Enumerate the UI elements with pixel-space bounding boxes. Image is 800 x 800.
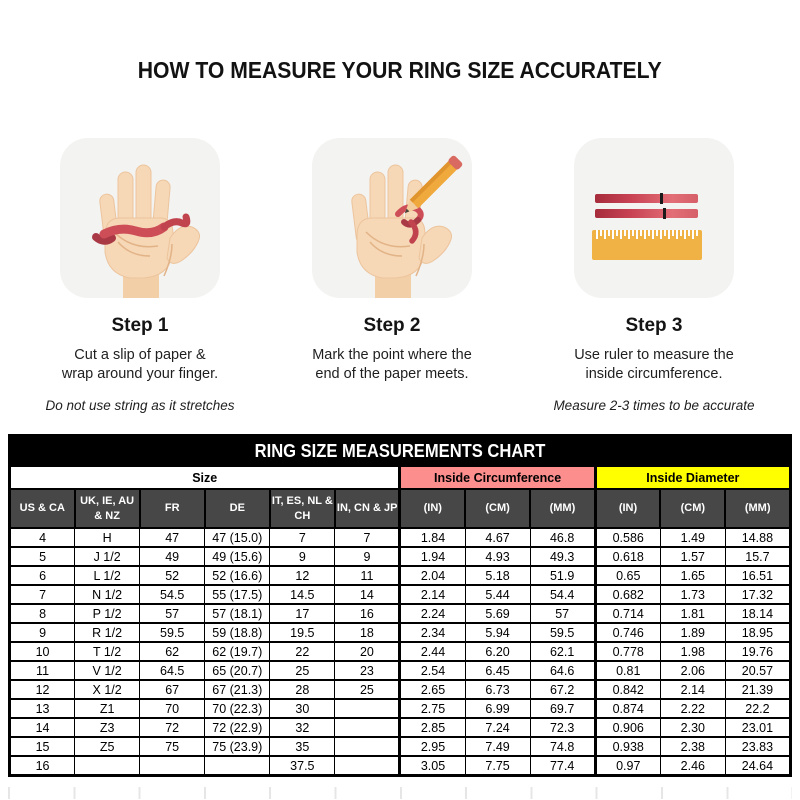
table-cell: 72 (22.9) bbox=[205, 718, 270, 737]
table-cell: J 1/2 bbox=[75, 547, 140, 566]
step-1-desc-line-1: Cut a slip of paper & bbox=[74, 347, 206, 363]
table-cell: 19.76 bbox=[725, 642, 790, 661]
table-cell: 2.85 bbox=[400, 718, 465, 737]
table-cell bbox=[205, 756, 270, 776]
steps-row bbox=[0, 138, 800, 430]
table-cell: 64.6 bbox=[530, 661, 595, 680]
table-row bbox=[10, 737, 791, 756]
table-cell: 2.14 bbox=[400, 585, 465, 604]
table-cell: 1.49 bbox=[660, 528, 725, 547]
table-cell: 35 bbox=[270, 737, 335, 756]
table-cell: 19.5 bbox=[270, 623, 335, 642]
table-cell: 14 bbox=[335, 585, 400, 604]
table-cell: 67.2 bbox=[530, 680, 595, 699]
table-cell: 2.46 bbox=[660, 756, 725, 776]
table-cell: Z5 bbox=[75, 737, 140, 756]
table-cell: 2.06 bbox=[660, 661, 725, 680]
table-cell: 0.746 bbox=[595, 623, 660, 642]
table-cell: 6.99 bbox=[465, 699, 530, 718]
table-cell: 7 bbox=[270, 528, 335, 547]
table-cell: 1.73 bbox=[660, 585, 725, 604]
table-group-header-row bbox=[10, 466, 791, 489]
table-cell: 23.01 bbox=[725, 718, 790, 737]
table-row bbox=[10, 547, 791, 566]
step-1-illustration-card bbox=[60, 138, 220, 298]
table-cell: 7 bbox=[335, 528, 400, 547]
table-cell: 49.3 bbox=[530, 547, 595, 566]
size-group-header: Size bbox=[10, 466, 400, 489]
table-cell: R 1/2 bbox=[75, 623, 140, 642]
table-cell: 72 bbox=[140, 718, 205, 737]
page-title-text: HOW TO MEASURE YOUR RING SIZE ACCURATELY bbox=[138, 57, 662, 83]
table-cell: 9 bbox=[270, 547, 335, 566]
table-cell: Z1 bbox=[75, 699, 140, 718]
table-cell: 2.04 bbox=[400, 566, 465, 585]
table-cell: 2.30 bbox=[660, 718, 725, 737]
column-header-circumference-cm: (CM) bbox=[465, 489, 530, 528]
table-title bbox=[10, 436, 791, 467]
column-header-de: DE bbox=[205, 489, 270, 528]
table-cell: 49 (15.6) bbox=[205, 547, 270, 566]
table-cell: 54.4 bbox=[530, 585, 595, 604]
table-cell: 59.5 bbox=[530, 623, 595, 642]
table-cell: 20.57 bbox=[725, 661, 790, 680]
hand-with-paper-strip-icon bbox=[60, 138, 220, 298]
column-header-fr: FR bbox=[140, 489, 205, 528]
column-header-it-es-nl-ch: IT, ES, NL & CH bbox=[270, 489, 335, 528]
table-cell: 1.65 bbox=[660, 566, 725, 585]
table-cell: 22.2 bbox=[725, 699, 790, 718]
table-cell: 16.51 bbox=[725, 566, 790, 585]
step-2-desc-line-1: Mark the point where the bbox=[312, 347, 472, 363]
table-cell: 70 bbox=[140, 699, 205, 718]
step-2-description bbox=[268, 346, 516, 384]
table-row bbox=[10, 528, 791, 547]
table-cell: 77.4 bbox=[530, 756, 595, 776]
table-cell bbox=[335, 756, 400, 776]
column-header-us-ca: US & CA bbox=[10, 489, 75, 528]
table-cell: 0.714 bbox=[595, 604, 660, 623]
table-cell: 23.83 bbox=[725, 737, 790, 756]
table-cell: 32 bbox=[270, 718, 335, 737]
table-cell: 49 bbox=[140, 547, 205, 566]
table-cell: 0.682 bbox=[595, 585, 660, 604]
table-cell: 5.69 bbox=[465, 604, 530, 623]
table-cell bbox=[335, 718, 400, 737]
table-cell bbox=[75, 756, 140, 776]
step-column-3 bbox=[530, 138, 778, 414]
table-cell: 30 bbox=[270, 699, 335, 718]
step-3-note: Measure 2-3 times to be accurate bbox=[553, 398, 755, 413]
table-cell: P 1/2 bbox=[75, 604, 140, 623]
table-cell: 62 (19.7) bbox=[205, 642, 270, 661]
table-cell: 51.9 bbox=[530, 566, 595, 585]
table-cell: 67 bbox=[140, 680, 205, 699]
table-row bbox=[10, 699, 791, 718]
table-cell: 52 (16.6) bbox=[205, 566, 270, 585]
table-cell: 7.49 bbox=[465, 737, 530, 756]
ring-size-table bbox=[8, 434, 792, 777]
table-cell: 2.95 bbox=[400, 737, 465, 756]
table-cell: 62 bbox=[140, 642, 205, 661]
step-1-desc-line-2: wrap around your finger. bbox=[61, 366, 219, 382]
table-cell: 70 (22.3) bbox=[205, 699, 270, 718]
table-cell: 12 bbox=[10, 680, 75, 699]
table-row bbox=[10, 623, 791, 642]
table-cell: 0.586 bbox=[595, 528, 660, 547]
table-cell: 46.8 bbox=[530, 528, 595, 547]
table-title-row bbox=[10, 436, 791, 467]
table-cell: 25 bbox=[335, 680, 400, 699]
table-cell: 7 bbox=[10, 585, 75, 604]
table-cell: V 1/2 bbox=[75, 661, 140, 680]
cutoff-row-artifact bbox=[8, 787, 792, 799]
table-cell: 5.44 bbox=[465, 585, 530, 604]
table-cell: 17.32 bbox=[725, 585, 790, 604]
table-cell: 2.65 bbox=[400, 680, 465, 699]
column-header-circumference-in: (IN) bbox=[400, 489, 465, 528]
table-cell: 55 (17.5) bbox=[205, 585, 270, 604]
table-cell: 18.95 bbox=[725, 623, 790, 642]
table-cell: 5.18 bbox=[465, 566, 530, 585]
table-cell: 4.67 bbox=[465, 528, 530, 547]
table-cell: 2.14 bbox=[660, 680, 725, 699]
inside-diameter-group-header: Inside Diameter bbox=[595, 466, 790, 489]
table-cell: 0.778 bbox=[595, 642, 660, 661]
step-column-1 bbox=[16, 138, 264, 414]
column-header-in-cn-jp: IN, CN & JP bbox=[335, 489, 400, 528]
table-cell: 2.75 bbox=[400, 699, 465, 718]
table-cell: 15 bbox=[10, 737, 75, 756]
table-cell: 74.8 bbox=[530, 737, 595, 756]
step-2-illustration-card bbox=[312, 138, 472, 298]
table-cell: 11 bbox=[335, 566, 400, 585]
table-cell: 12 bbox=[270, 566, 335, 585]
table-row bbox=[10, 585, 791, 604]
table-cell: 1.81 bbox=[660, 604, 725, 623]
step-2-desc-line-2: end of the paper meets. bbox=[315, 366, 469, 382]
table-cell: 6.73 bbox=[465, 680, 530, 699]
table-cell: 21.39 bbox=[725, 680, 790, 699]
table-cell: Z3 bbox=[75, 718, 140, 737]
step-3-title: Step 3 bbox=[625, 315, 683, 336]
table-cell: 17 bbox=[270, 604, 335, 623]
step-1-title: Step 1 bbox=[111, 315, 169, 336]
table-cell: 0.842 bbox=[595, 680, 660, 699]
ruler-measure-icon bbox=[574, 138, 734, 298]
table-cell: 4.93 bbox=[465, 547, 530, 566]
page-title bbox=[0, 57, 800, 84]
table-cell: T 1/2 bbox=[75, 642, 140, 661]
step-3-desc-line-2: inside circumference. bbox=[585, 366, 723, 382]
table-cell: 0.938 bbox=[595, 737, 660, 756]
table-cell bbox=[140, 756, 205, 776]
step-3-illustration-card bbox=[574, 138, 734, 298]
table-cell: 2.34 bbox=[400, 623, 465, 642]
table-cell: 57 (18.1) bbox=[205, 604, 270, 623]
step-2-note bbox=[268, 398, 516, 414]
table-cell: 72.3 bbox=[530, 718, 595, 737]
table-cell: 5 bbox=[10, 547, 75, 566]
table-cell: 28 bbox=[270, 680, 335, 699]
table-cell: 14.88 bbox=[725, 528, 790, 547]
table-cell: 75 bbox=[140, 737, 205, 756]
table-row bbox=[10, 604, 791, 623]
table-cell: 1.57 bbox=[660, 547, 725, 566]
table-cell: 57 bbox=[530, 604, 595, 623]
table-row bbox=[10, 642, 791, 661]
table-cell: 25 bbox=[270, 661, 335, 680]
table-cell: L 1/2 bbox=[75, 566, 140, 585]
table-cell: 0.906 bbox=[595, 718, 660, 737]
table-cell: 9 bbox=[335, 547, 400, 566]
table-cell: 1.94 bbox=[400, 547, 465, 566]
table-cell: 57 bbox=[140, 604, 205, 623]
table-cell: 59.5 bbox=[140, 623, 205, 642]
table-cell: 13 bbox=[10, 699, 75, 718]
table-cell: 8 bbox=[10, 604, 75, 623]
table-cell: 6 bbox=[10, 566, 75, 585]
table-cell: 1.84 bbox=[400, 528, 465, 547]
column-header-diameter-in: (IN) bbox=[595, 489, 660, 528]
step-2-title: Step 2 bbox=[363, 315, 421, 336]
table-cell: 64.5 bbox=[140, 661, 205, 680]
step-1-note: Do not use string as it stretches bbox=[45, 398, 235, 413]
table-cell: 47 (15.0) bbox=[205, 528, 270, 547]
column-header-diameter-mm: (MM) bbox=[725, 489, 790, 528]
step-column-2 bbox=[268, 138, 516, 414]
table-cell: 59 (18.8) bbox=[205, 623, 270, 642]
column-header-diameter-cm: (CM) bbox=[660, 489, 725, 528]
table-cell: 11 bbox=[10, 661, 75, 680]
table-cell: 2.22 bbox=[660, 699, 725, 718]
step-1-description bbox=[16, 346, 264, 384]
table-cell: 0.65 bbox=[595, 566, 660, 585]
table-cell: 37.5 bbox=[270, 756, 335, 776]
table-row bbox=[10, 566, 791, 585]
table-cell: 1.98 bbox=[660, 642, 725, 661]
table-cell: 67 (21.3) bbox=[205, 680, 270, 699]
table-cell: 10 bbox=[10, 642, 75, 661]
table-cell bbox=[335, 737, 400, 756]
ring-size-table-container bbox=[8, 434, 792, 777]
table-cell: 54.5 bbox=[140, 585, 205, 604]
table-cell: 18.14 bbox=[725, 604, 790, 623]
ring-size-table-body bbox=[10, 528, 791, 776]
table-cell: 0.874 bbox=[595, 699, 660, 718]
table-cell: 5.94 bbox=[465, 623, 530, 642]
table-column-header-row bbox=[10, 489, 791, 528]
table-cell: 7.24 bbox=[465, 718, 530, 737]
table-cell: 0.97 bbox=[595, 756, 660, 776]
table-cell: 1.89 bbox=[660, 623, 725, 642]
table-cell: 69.7 bbox=[530, 699, 595, 718]
table-cell: 2.44 bbox=[400, 642, 465, 661]
table-cell: 23 bbox=[335, 661, 400, 680]
table-cell: 3.05 bbox=[400, 756, 465, 776]
table-cell: 6.20 bbox=[465, 642, 530, 661]
table-cell: 14.5 bbox=[270, 585, 335, 604]
table-cell: 65 (20.7) bbox=[205, 661, 270, 680]
table-cell: 20 bbox=[335, 642, 400, 661]
table-cell: 2.24 bbox=[400, 604, 465, 623]
table-cell: 22 bbox=[270, 642, 335, 661]
table-row bbox=[10, 661, 791, 680]
table-cell: 47 bbox=[140, 528, 205, 547]
table-cell: 15.7 bbox=[725, 547, 790, 566]
table-cell: H bbox=[75, 528, 140, 547]
table-cell bbox=[335, 699, 400, 718]
table-cell: 9 bbox=[10, 623, 75, 642]
table-cell: 6.45 bbox=[465, 661, 530, 680]
step-3-desc-line-1: Use ruler to measure the bbox=[574, 347, 734, 363]
table-cell: 24.64 bbox=[725, 756, 790, 776]
table-cell: 2.38 bbox=[660, 737, 725, 756]
column-header-circumference-mm: (MM) bbox=[530, 489, 595, 528]
table-row bbox=[10, 718, 791, 737]
table-cell: 75 (23.9) bbox=[205, 737, 270, 756]
table-cell: 52 bbox=[140, 566, 205, 585]
step-3-description bbox=[530, 346, 778, 384]
table-row bbox=[10, 680, 791, 699]
table-cell: 62.1 bbox=[530, 642, 595, 661]
table-cell: 4 bbox=[10, 528, 75, 547]
table-cell: 0.618 bbox=[595, 547, 660, 566]
table-cell: 14 bbox=[10, 718, 75, 737]
column-header-uk-ie-au-nz: UK, IE, AU & NZ bbox=[75, 489, 140, 528]
table-row bbox=[10, 756, 791, 776]
table-cell: 7.75 bbox=[465, 756, 530, 776]
table-cell: X 1/2 bbox=[75, 680, 140, 699]
hand-with-pencil-icon bbox=[312, 138, 472, 298]
table-cell: 16 bbox=[10, 756, 75, 776]
table-title-text: RING SIZE MEASUREMENTS CHART bbox=[254, 440, 546, 461]
table-cell: 0.81 bbox=[595, 661, 660, 680]
table-cell: N 1/2 bbox=[75, 585, 140, 604]
table-cell: 2.54 bbox=[400, 661, 465, 680]
table-cell: 18 bbox=[335, 623, 400, 642]
table-cell: 16 bbox=[335, 604, 400, 623]
inside-circumference-group-header: Inside Circumference bbox=[400, 466, 595, 489]
